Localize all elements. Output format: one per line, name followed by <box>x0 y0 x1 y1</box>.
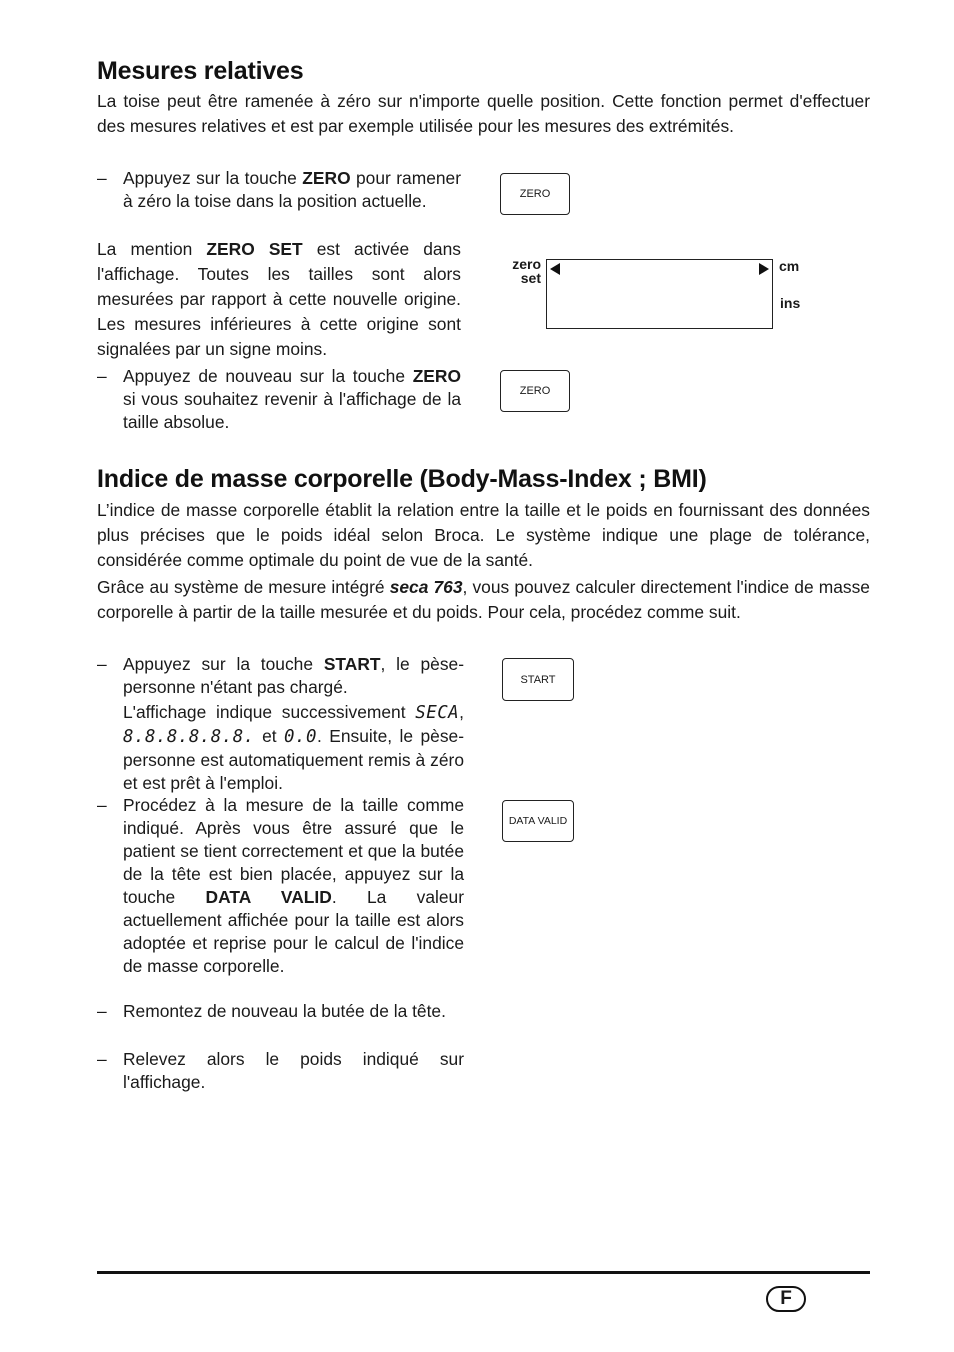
brand-name: seca 763 <box>389 577 463 597</box>
list-item: – Appuyez de nouveau sur la touche ZERO si vous souhaitez revenir à l'affichage de la taille absolue. <box>97 366 461 432</box>
zero-key-illustration-2: ZERO <box>500 370 570 412</box>
bmi-paragraph-2: Grâce au système de mesure intégré seca 763, vous pouvez calculer directement l'indice de masse corporelle à partir de la taille mesurée et du poids. Pour cela, procédez comme suit. <box>97 577 870 622</box>
arrow-right-icon <box>759 263 769 275</box>
list-item: – Relevez alors le poids indiqué sur l'affichage. <box>97 1049 464 1092</box>
zero-set-paragraph: La mention ZERO SET est activée dans l'affichage. Toutes les tailles sont alors mesurées par rapport à cette nouvelle origine. Les mesures inférieures à cette origine sont signalées par un signe moins. <box>97 239 461 359</box>
bullet-dash: – <box>97 654 107 674</box>
display-ins-label: ins <box>780 295 801 311</box>
arrow-left-icon <box>550 263 560 275</box>
list-item: – Procédez à la mesure de la taille comme indiqué. Après vous être assuré que le patient se tient correctement et que la butée de la tête est bien placée, appuyez sur la touche DATA VALID. La valeur actuellement affichée pour la taille est alors adoptée et reprise pour le calcul de l'indice de masse corporelle. <box>97 795 464 976</box>
language-badge: F <box>766 1286 806 1312</box>
segment-text: SECA <box>415 703 460 723</box>
display-set-label: set <box>520 270 541 286</box>
list-item: – Appuyez sur la touche ZERO pour ramener à zéro la toise dans la position actuelle. <box>97 168 461 211</box>
start-key-illustration: START <box>502 658 574 701</box>
bullet-dash: – <box>97 1001 107 1021</box>
section-title-bmi: Indice de masse corporelle (Body-Mass-Index ; BMI) <box>97 465 707 493</box>
intro-paragraph: La toise peut être ramenée à zéro sur n'importe quelle position. Cette fonction permet d'effectuer des mesures relatives et est par exemple utilisée pour les mesures des extrémités. <box>97 91 870 136</box>
bullet-dash: – <box>97 168 107 188</box>
bullet-dash: – <box>97 1049 107 1069</box>
list-item: – Remontez de nouveau la butée de la tête. <box>97 1001 446 1021</box>
data-valid-key-illustration: DATA VALID <box>502 800 574 842</box>
display-cm-label: cm <box>779 258 800 274</box>
display-illustration <box>546 259 773 329</box>
display-sequence-text: L'affichage indique successivement SECA, 8.8.8.8.8.8. et 0.0. Ensuite, le pèse-personne est automatiquement remis à zéro et est prêt à l'emploi. <box>123 702 465 793</box>
footer-rule <box>97 1271 870 1274</box>
section-title-mesures: Mesures relatives <box>97 57 304 85</box>
bullet-dash: – <box>97 366 107 386</box>
bmi-paragraph-1: L’indice de masse corporelle établit la relation entre la taille et le poids en fournissant des données plus précises que le poids idéal selon Broca. Le système indique une plage de tolérance, considérée comme optimale du point de vue de la santé. <box>97 500 870 570</box>
segment-text: 8.8.8.8.8.8. <box>123 727 255 747</box>
segment-text: 0.0 <box>284 727 317 747</box>
key-name: ZERO <box>302 168 351 188</box>
list-item: – Appuyez sur la touche START, le pèse-personne n'étant pas chargé. L'affichage indique successivement SECA, 8.8.8.8.8.8. et 0.0. Ensuite, le pèse-personne est automatiquement remis à zéro et est prêt à l'emploi. <box>97 654 465 793</box>
bullet-dash: – <box>97 795 107 815</box>
zero-key-illustration: ZERO <box>500 173 570 215</box>
display-zero-label: zero <box>512 256 541 272</box>
